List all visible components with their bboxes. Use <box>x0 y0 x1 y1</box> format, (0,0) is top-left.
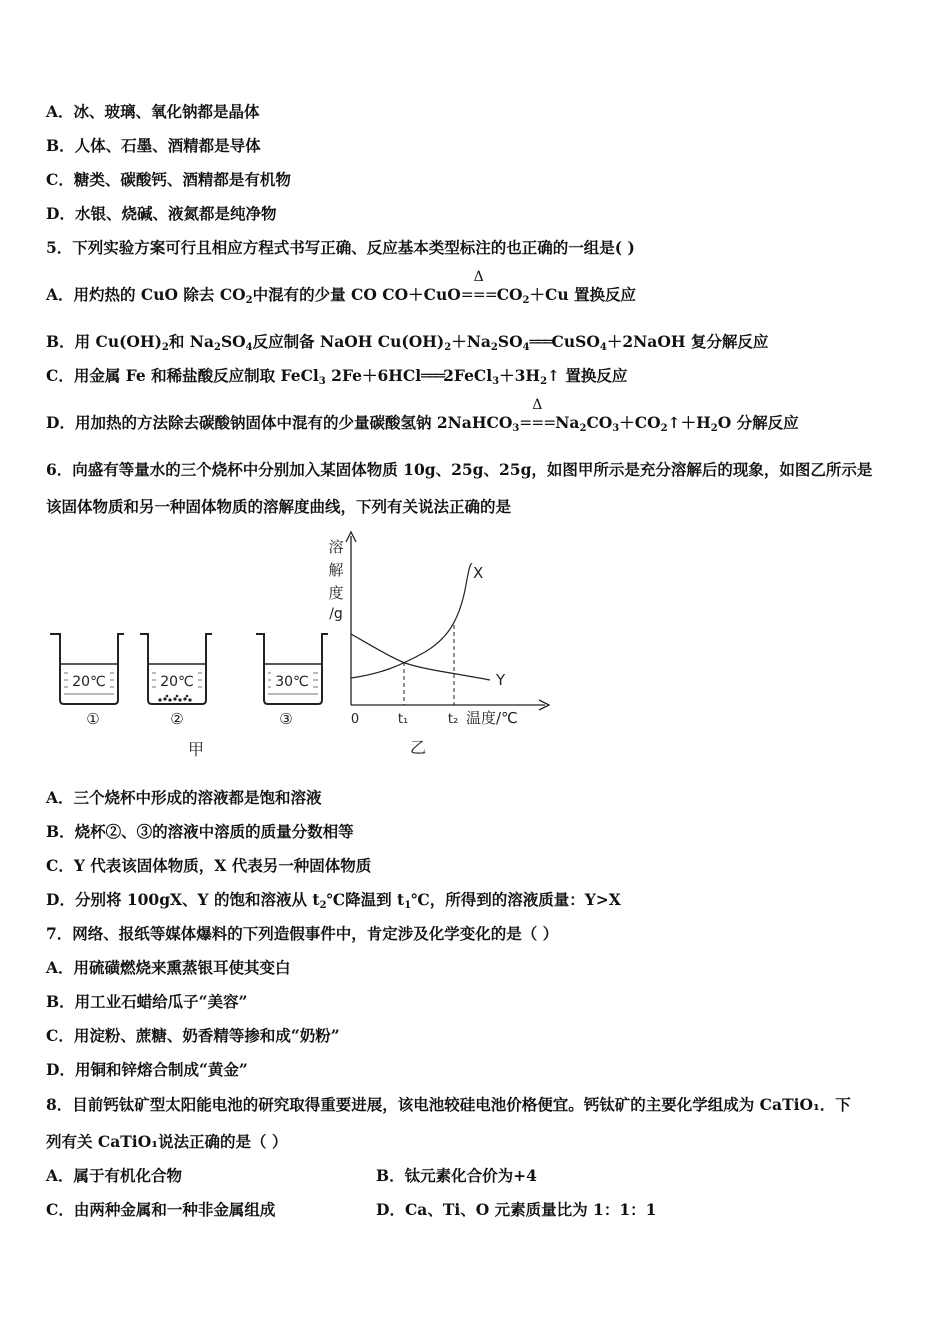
q8-option-c: C．由两种金属和一种非金属组成 <box>46 1200 276 1219</box>
q5-option-b: B．用 $Cu(OH)_2$和 $Na_2SO_4$反应制备 NaOH $Cu(OH)_2+Na_2SO_4═══CuSO_4+2NaOH$ 复分解反应 <box>46 332 769 353</box>
q8-stem-line-2: 列有关 CaTiO₁说法正确的是（ ） <box>46 1132 288 1151</box>
solubility-chart <box>328 532 549 727</box>
q5-d-equals: === <box>519 414 556 432</box>
q5-d-text-1: D．用加热的方法除去碳酸钠固体中混有的少量碳酸氢钠 2NaHCO <box>46 413 513 432</box>
q6-figure <box>0 530 950 760</box>
q6-option-c: C．Y 代表该固体物质，X 代表另一种固体物质 <box>46 856 372 875</box>
q5-d-text-3: CO <box>586 413 613 432</box>
q5-c-reaction-arrow: ═══ <box>421 367 444 385</box>
q5-option-d: D．用加热的方法除去碳酸钠固体中混有的少量碳酸氢钠 2NaHCO$_3$ Δ $===Na_2CO_3+CO_2↑+H_2O$ 分解反应 <box>46 397 799 434</box>
q5-b-text-1: B．用 Cu(OH) <box>46 332 162 351</box>
q6-d-text-1: D．分别将 100gX、Y 的饱和溶液从 t <box>46 890 320 909</box>
q5-b-text-2: 和 Na <box>168 332 214 351</box>
beaker-3-label: ③ <box>279 710 293 728</box>
q5-c-text-3: 2FeCl <box>443 366 493 385</box>
q8-option-a: A．属于有机化合物 <box>46 1166 183 1185</box>
q5-a-text-4: ＋Cu 置换反应 <box>529 285 637 304</box>
curve-y-label: Y <box>496 671 506 689</box>
q8-option-d: D．Ca、Ti、O 元素质量比为 1：1：1 <box>376 1200 657 1219</box>
q5-a-text-2: 中混有的少量 CO CO＋CuO <box>252 285 461 304</box>
beaker-3-temp: 30℃ <box>275 674 309 690</box>
q5-option-a: A．用灼热的 CuO 除去 $CO_2$中混有的少量 CO CO＋CuO Δ $===CO_2+Cu$ 置换反应 <box>46 269 637 306</box>
q5-c-text-2: 2Fe＋6HCl <box>325 366 422 385</box>
q5-d-text-5: ↑＋H <box>667 413 711 432</box>
beaker-2-undissolved-solid <box>158 695 191 702</box>
beaker-2-temp: 20℃ <box>160 674 194 690</box>
q7-stem: 7．网络、报纸等媒体爆料的下列造假事件中，肯定涉及化学变化的是（ ） <box>46 924 559 943</box>
origin-label: 0 <box>350 712 360 727</box>
y-label-char-1: 溶 <box>328 538 344 556</box>
beaker-2-label: ② <box>170 710 184 728</box>
q5-b-text-6: SO <box>497 332 523 351</box>
beaker-1 <box>50 634 124 728</box>
q4-option-c: C．糖类、碳酸钙、酒精都是有机物 <box>46 170 291 189</box>
beaker-2 <box>140 634 212 728</box>
beaker-1-label: ① <box>86 710 100 728</box>
y-label-char-2: 解 <box>328 561 344 579</box>
q5-stem: 5．下列实验方案可行且相应方程式书写正确、反应基本类型标注的也正确的一组是( ) <box>46 238 635 257</box>
q6-option-a: A．三个烧杯中形成的溶液都是饱和溶液 <box>46 788 322 807</box>
q5-b-text-7: CuSO <box>551 332 600 351</box>
figure-jia-caption: 甲 <box>187 740 205 759</box>
q5-option-c: C．用金属 Fe 和稀盐酸反应制取 FeCl$_3$ $2Fe+6HCl═══2FeCl_3+3H_2↑$ 置换反应 <box>46 366 628 387</box>
curve-y <box>351 634 490 680</box>
beaker-1-temp: 20℃ <box>72 674 106 690</box>
curve-x-label: X <box>473 564 484 582</box>
q5-a-equals: === <box>460 286 497 304</box>
q7-option-a: A．用硫磺燃烧来熏蒸银耳使其变白 <box>46 958 291 977</box>
q5-b-text-3: SO <box>220 332 246 351</box>
q5-a-delta-symbol: Δ <box>473 269 484 285</box>
q5-a-heat-condition <box>460 269 497 305</box>
q5-a-text-3: CO <box>496 285 523 304</box>
q5-d-delta-symbol: Δ <box>532 397 543 413</box>
q8-stem-line-1: 8．目前钙钛矿型太阳能电池的研究取得重要进展，该电池较硅电池价格便宜。钙钛矿的主要化学组成为 CaTiO₁．下 <box>46 1095 851 1114</box>
beaker-3 <box>256 634 328 728</box>
y-label-char-3: 度 <box>328 584 344 602</box>
q7-option-c: C．用淀粉、蔗糖、奶香精等掺和成“奶粉” <box>46 1026 340 1045</box>
q6-stem-line-1: 6．向盛有等量水的三个烧杯中分别加入某固体物质 10g、25g、25g，如图甲所示是充分溶解后的现象，如图乙所示是 <box>46 460 873 479</box>
x-axis-label: 温度/℃ <box>466 709 518 727</box>
q8-option-b: B．钛元素化合价为+4 <box>376 1166 537 1185</box>
q5-d-text-4: ＋CO <box>619 413 661 432</box>
q5-d-text-6: O 分解反应 <box>717 413 799 432</box>
q5-d-text-2: Na <box>555 413 580 432</box>
q5-c-text-5: ↑ 置换反应 <box>547 366 628 385</box>
t1-tick-label: t₁ <box>397 712 409 727</box>
q6-stem-line-2: 该固体物质和另一种固体物质的溶解度曲线，下列有关说法正确的是 <box>46 497 512 516</box>
q5-b-text-5: ＋Na <box>451 332 491 351</box>
figure-yi-caption: 乙 <box>409 738 427 757</box>
q5-b-text-4: 反应制备 NaOH Cu(OH) <box>252 332 445 351</box>
q6-option-b: B．烧杯②、③的溶液中溶质的质量分数相等 <box>46 822 354 841</box>
q7-option-b: B．用工业石蜡给瓜子“美容” <box>46 992 248 1011</box>
t2-tick-label: t₂ <box>447 712 459 727</box>
q6-d-text-3: ℃，所得到的溶液质量：Y>X <box>411 890 621 909</box>
q6-option-d: D．分别将 100gX、Y 的饱和溶液从 $t_2℃$降温到 $t_1℃$，所得到的溶液质量：Y>X <box>46 890 621 911</box>
q4-option-b: B．人体、石墨、酒精都是导体 <box>46 136 261 155</box>
q4-option-d: D．水银、烧碱、液氮都是纯净物 <box>46 204 277 223</box>
q5-c-text-4: ＋3H <box>499 366 541 385</box>
q5-b-reaction-arrow: ═══ <box>529 333 552 351</box>
q5-a-text-1: A．用灼热的 CuO 除去 CO <box>46 285 246 304</box>
q5-d-heat-condition <box>519 397 556 433</box>
q7-option-d: D．用铜和锌熔合制成“黄金” <box>46 1060 248 1079</box>
q5-c-text-1: C．用金属 Fe 和稀盐酸反应制取 FeCl <box>46 366 319 385</box>
y-label-char-4: /g <box>329 606 343 622</box>
q6-d-text-2: ℃降温到 t <box>326 890 405 909</box>
q5-b-text-8: ＋2NaOH 复分解反应 <box>606 332 769 351</box>
q4-option-a: A．冰、玻璃、氧化钠都是晶体 <box>46 102 260 121</box>
